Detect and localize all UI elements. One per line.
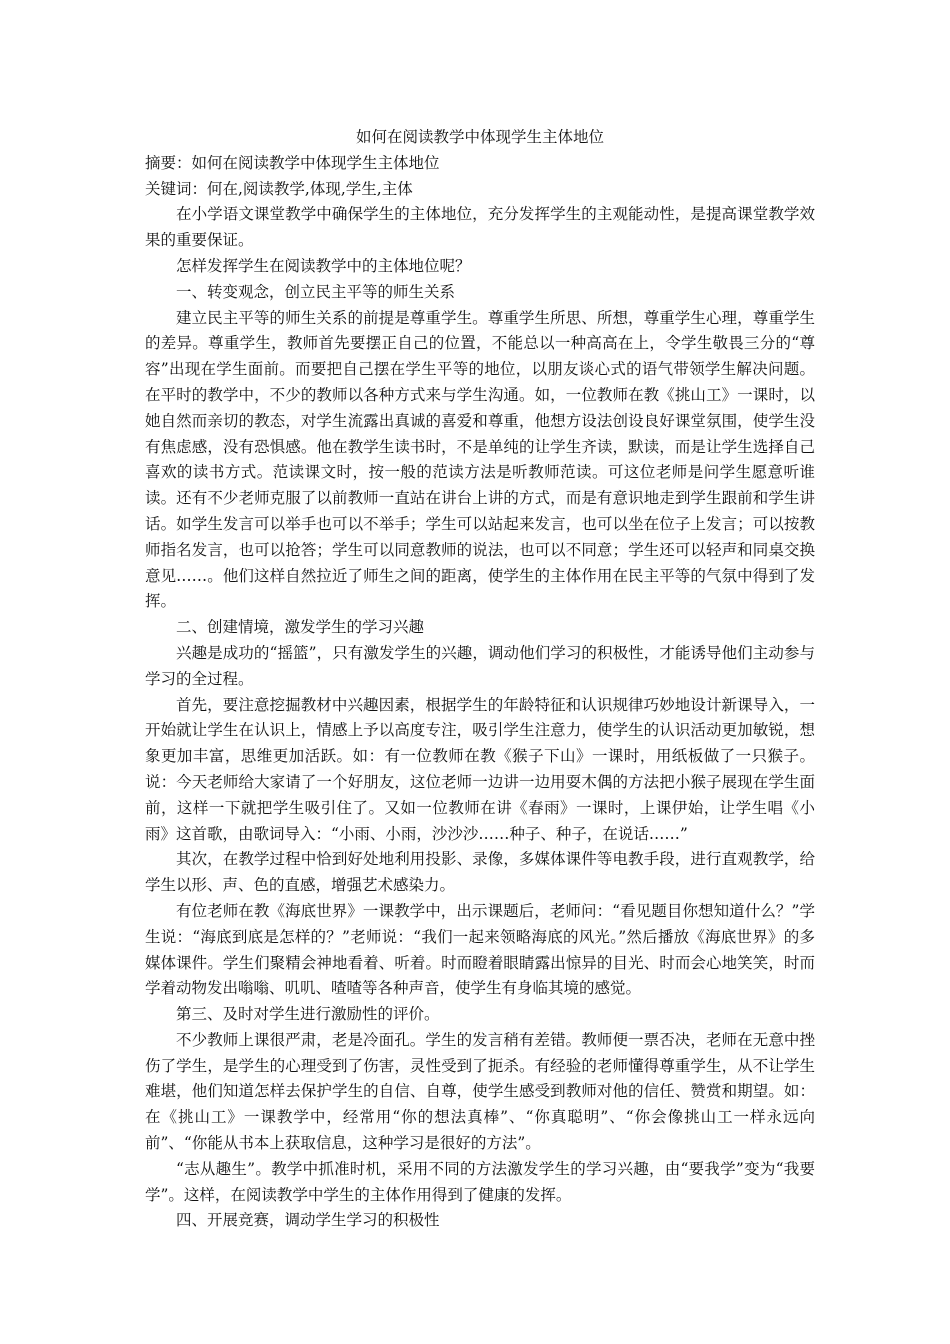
document-title: 如何在阅读教学中体现学生主体地位 (355, 128, 604, 146)
paragraph-body: 首先，要注意挖掘教材中兴趣因素，根据学生的年龄特征和认识规律巧妙地设计新课导入，一开始就让学生在认识上，情感上予以高度专注，吸引学生注意力，使学生的认识活动更加敏锐，想象更加丰富，思维更加活跃。如：有一位教师在教《猴子下山》一课时，用纸板做了一只猴子。说：今天老师给大家请了一个好朋友，这位老师一边讲一边用耍木偶的方法把小猴子展现在学生面前，这样一下就把学生吸引住了。又如一位教师在讲《春雨》一课时，上课伊始，让学生唱《小雨》这首歌，由歌词导入：“小雨、小雨，沙沙沙……种子、种子，在说话……” (145, 695, 815, 843)
paragraph-body: 有位老师在教《海底世界》一课教学中，出示课题后，老师问：“看见题目你想知道什么？”学生说：“海底到底是怎样的？”老师说：“我们一起来领略海底的风光。”然后播放《海底世界》的多媒体课件。学生们聚精会神地看着、听着。时而瞪着眼睛露出惊异的目光、时而会心地笑笑，时而学着动物发出嗡嗡、叽叽、喳喳等各种声音，使学生有身临其境的感觉。 (145, 901, 815, 998)
keywords-line: 关键词：何在,阅读教学,体现,学生,主体 (145, 179, 413, 198)
section-heading-4: 四、开展竞赛，调动学生学习的积极性 (176, 1211, 440, 1230)
abstract-line: 摘要：如何在阅读教学中体现学生主体地位 (145, 153, 440, 172)
paragraph-question: 怎样发挥学生在阅读教学中的主体地位呢？ (176, 256, 471, 275)
paragraph-body: 兴趣是成功的“摇篮”，只有激发学生的兴趣，调动他们学习的积极性，才能诱导他们主动参与学习的全过程。 (145, 643, 815, 688)
document-page (145, 125, 815, 1234)
section-heading-1: 一、转变观念，创立民主平等的师生关系 (176, 282, 456, 301)
paragraph-body: “志从趣生”。教学中抓准时机，采用不同的方法激发学生的学习兴趣，由“要我学”变为“我要学”。这样，在阅读教学中学生的主体作用得到了健康的发挥。 (145, 1159, 815, 1204)
section-heading-2: 二、创建情境，激发学生的学习兴趣 (176, 618, 425, 637)
section-heading-3: 第三、及时对学生进行激励性的评价。 (176, 1005, 440, 1024)
paragraph-intro: 在小学语文课堂教学中确保学生的主体地位，充分发挥学生的主观能动性，是提高课堂教学效果的重要保证。 (145, 205, 815, 250)
paragraph-body: 不少教师上课很严肃，老是冷面孔。学生的发言稍有差错。教师便一票否决，老师在无意中挫伤了学生，是学生的心理受到了伤害，灵性受到了扼杀。有经验的老师懂得尊重学生，从不让学生难堪，他们知道怎样去保护学生的自信、自尊，使学生感受到教师对他的信任、赞赏和期望。如：在《挑山工》一课教学中，经常用“你的想法真棒”、“你真聪明”、“你会像挑山工一样永远向前”、“你能从书本上获取信息，这种学习是很好的方法”。 (145, 1030, 815, 1153)
paragraph-body: 其次，在教学过程中恰到好处地利用投影、录像，多媒体课件等电教手段，进行直观教学，给学生以形、声、色的直感，增强艺术感染力。 (145, 850, 815, 895)
paragraph-body: 建立民主平等的师生关系的前提是尊重学生。尊重学生所思、所想，尊重学生心理，尊重学生的差异。尊重学生，教师首先要摆正自己的位置，不能总以一种高高在上，令学生敬畏三分的“尊容”出现在学生面前。而要把自己摆在学生平等的地位，以朋友谈心式的语气带领学生解决问题。在平时的教学中，不少的教师以各种方式来与学生沟通。如，一位教师在教《挑山工》一课时，以她自然而亲切的教态，对学生流露出真诚的喜爱和尊重，他想方设法创设良好课堂氛围，使学生没有焦虑感，没有恐惧感。他在教学生读书时，不是单纯的让学生齐读，默读，而是让学生选择自己喜欢的读书方式。范读课文时，按一般的范读方法是听教师范读。可这位老师是问学生愿意听谁读。还有不少老师克服了以前教师一直站在讲台上讲的方式，而是有意识地走到学生跟前和学生讲话。如学生发言可以举手也可以不举手；学生可以站起来发言，也可以坐在位子上发言；可以按教师指名发言，也可以抢答；学生可以同意教师的说法，也可以不同意；学生还可以轻声和同桌交换意见……。他们这样自然拉近了师生之间的距离，使学生的主体作用在民主平等的气氛中得到了发挥。 (145, 308, 815, 611)
